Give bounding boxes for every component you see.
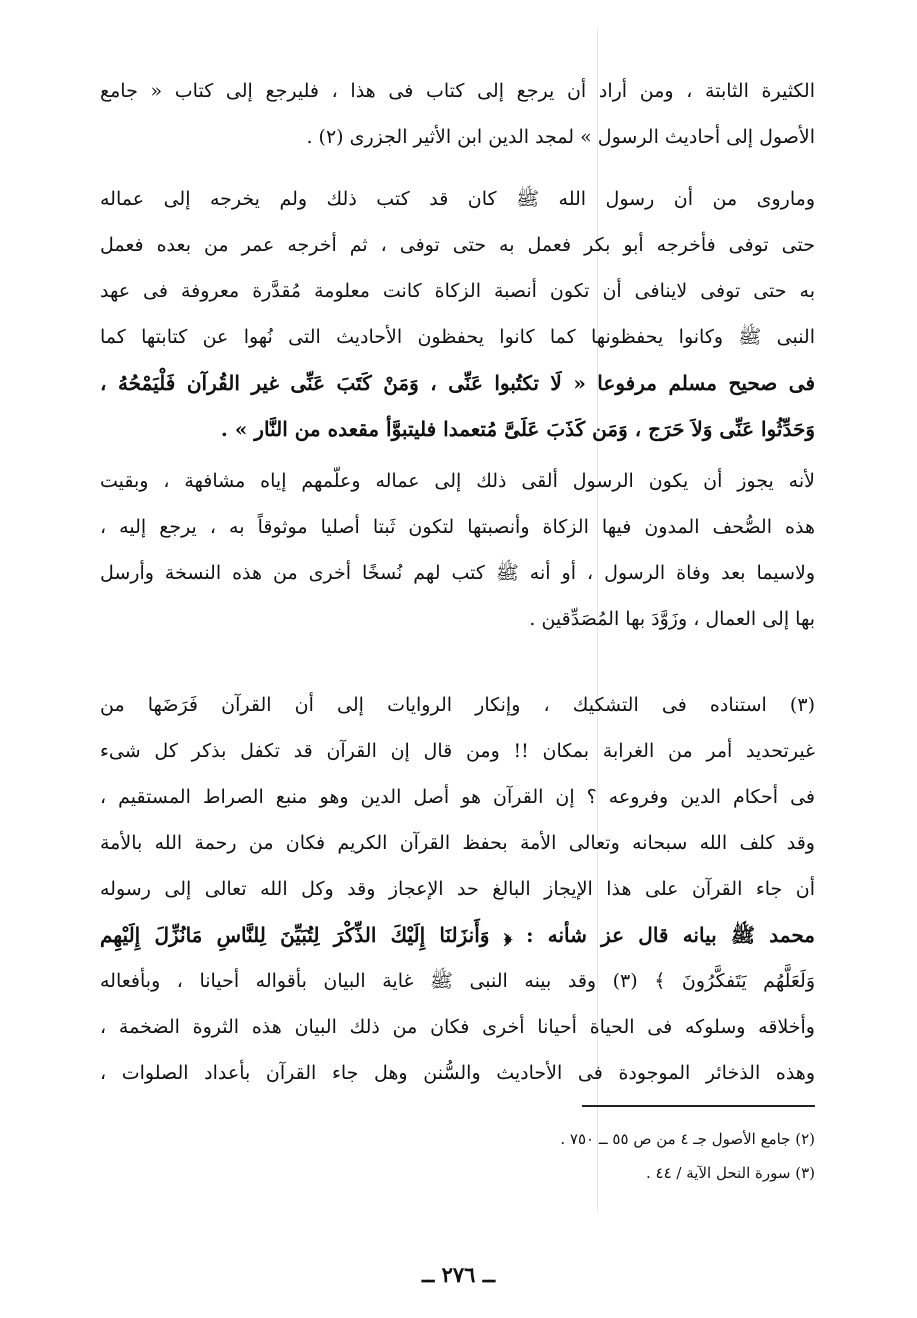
text-line: بها إلى العمال ، وزَوَّدَ بها المُصَدِّقين .	[529, 608, 815, 630]
hadith-line: فى صحيح مسلم مرفوعا « لَا تكتُبوا عَنِّى ، وَمَنْ كَتَبَ عَنِّى غير القُرآن فَلْيَمْحُهُ ،	[100, 371, 815, 395]
text-line: وهذه الذخائر الموجودة فى الأحاديث والسُّنن وهل جاء القرآن بأعداد الصلوات ،	[100, 1062, 815, 1084]
text-line: هذه الصُّحف المدون فيها الزكاة وأنصبتها لتكون ثَبتا أصليا موثوقاً به ، يرجع إليه ،	[100, 516, 815, 538]
quran-verse-line: محمد ﷺ بيانه قال عز شأنه : ﴿ وَأَنزَلنَا إِلَيْكَ الذِّكْرَ لِتُبَيِّنَ لِلنَّاسِ مَانُزِّلَ إِلَيْهِم	[100, 923, 815, 947]
text-line: الكثيرة الثابتة ، ومن أراد أن يرجع إلى كتاب فى هذا ، فليرجع إلى كتاب « جامع	[100, 80, 815, 102]
hadith-line: وَحَدِّثُوا عَنِّى وَلاَ حَرَج ، وَمَن كَذَبَ عَلَىَّ مُتعمدا فليتبوَّأ مقعده من النَّار » .	[220, 417, 815, 441]
footnote-3: (٣) سورة النحل الآية / ٤٤ .	[645, 1164, 815, 1182]
paragraph-3	[100, 458, 815, 642]
paragraph-1	[100, 68, 815, 160]
footnote-separator	[582, 1105, 815, 1107]
text-line: وأخلاقه وسلوكه فى الحياة أحيانا أخرى فكان من ذلك البيان هذه الثروة الضخمة ،	[100, 1016, 815, 1038]
paragraph-2	[100, 176, 815, 452]
text-line: غيرتحديد أمر من الغرابة بمكان !! ومن قال إن القرآن قد تكفل بذكر كل شىء	[100, 740, 815, 762]
text-line: أن جاء القرآن على هذا الإيجاز البالغ حد الإعجاز وقد وكل الله تعالى إلى رسوله	[100, 878, 815, 900]
text-line: فى أحكام الدين وفروعه ؟ إن القرآن هو أصل الدين وهو منبع الصراط المستقيم ،	[100, 786, 815, 808]
page-number: ــ ٢٧٦ ــ	[421, 1262, 496, 1287]
text-line: ولاسيما بعد وفاة الرسول ، أو أنه ﷺ كتب لهم نُسخًا أخرى من هذه النسخة وأرسل	[100, 562, 815, 584]
text-line: (٣) استناده فى التشكيك ، وإنكار الروايات إلى أن القرآن فَرَضَها من	[100, 694, 815, 716]
text-line: لأنه يجوز أن يكون الرسول ألقى ذلك إلى عماله وعلّمهم إياه مشافهة ، وبقيت	[100, 470, 815, 492]
footnote-2: (٢) جامع الأصول جـ ٤ من ص ٥٥ ــ ٧٥٠ .	[560, 1130, 815, 1148]
text-line: به حتى توفى لاينافى أن تكون أنصبة الزكاة كانت معلومة مُقدَّرة معروفة فى عهد	[100, 280, 815, 302]
text-line: وقد كلف الله سبحانه وتعالى الأمة بحفظ القرآن الكريم فكان من رحمة الله بالأمة	[100, 832, 815, 854]
paragraph-4	[100, 682, 815, 1096]
text-line: حتى توفى فأخرجه أبو بكر فعمل به حتى توفى ، ثم أخرجه عمر من بعده فعمل	[100, 234, 815, 256]
text-line: وَلَعَلَّهُم يَتَفكَّرُونَ ﴾ (٣) وقد بينه النبى ﷺ غاية البيان بأقواله أحيانا ، وبأفعاله	[100, 970, 815, 992]
text-line: الأصول إلى أحاديث الرسول » لمجد الدين ابن الأثير الجزرى (٢) .	[306, 126, 815, 148]
footnotes	[440, 1122, 815, 1190]
text-line: النبى ﷺ وكانوا يحفظونها كما كانوا يحفظون الأحاديث التى نُهوا عن كتابتها كما	[100, 326, 815, 348]
text-line: وماروى من أن رسول الله ﷺ كان قد كتب ذلك ولم يخرجه إلى عماله	[100, 188, 815, 210]
